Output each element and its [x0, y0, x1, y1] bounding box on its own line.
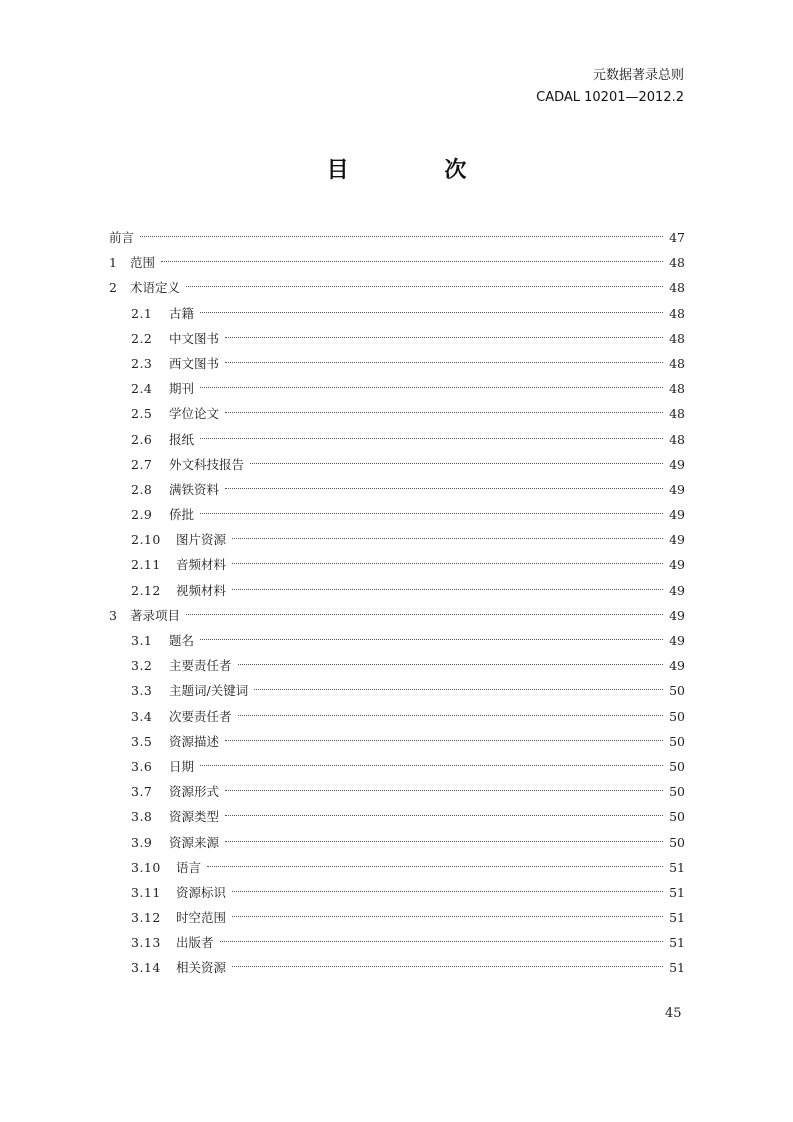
toc-entry[interactable]	[109, 678, 685, 703]
toc-entry-label: 图片资源	[176, 532, 227, 548]
toc-entry-label: 音频材料	[176, 557, 227, 573]
toc-dot-leader	[161, 261, 663, 262]
toc-entry-label: 著录项目	[130, 607, 181, 623]
toc-entry-label: 语言	[176, 859, 202, 875]
toc-dot-leader	[200, 765, 663, 766]
toc-entry-page: 47	[669, 230, 685, 245]
toc-entry[interactable]	[109, 351, 685, 376]
toc-entry-number: 3	[109, 607, 118, 623]
toc-entry[interactable]	[109, 452, 685, 477]
toc-entry-label: 满铁资料	[169, 481, 220, 497]
toc-entry[interactable]	[109, 905, 685, 930]
toc-entry-page: 48	[669, 431, 685, 447]
toc-entry-number: 2.8	[131, 481, 153, 497]
toc-entry-number: 2.1	[131, 305, 153, 321]
toc-dot-leader	[225, 362, 663, 363]
toc-entry-page: 50	[669, 784, 685, 800]
toc-entry-label: 范围	[130, 255, 156, 271]
toc-dot-leader	[225, 412, 663, 413]
toc-entry-page: 49	[669, 456, 685, 472]
toc-entry-label: 视频材料	[176, 582, 227, 598]
toc-entry-page: 48	[669, 355, 685, 371]
toc-entry-label: 相关资源	[176, 960, 227, 976]
toc-entry-label: 前言	[109, 230, 135, 245]
toc-entry-label: 主题词/关键词	[169, 683, 249, 699]
toc-dot-leader	[232, 538, 663, 539]
toc-entry-label: 资源类型	[169, 809, 220, 825]
toc-entry[interactable]	[109, 578, 685, 603]
toc-entry-number: 2.2	[131, 330, 153, 346]
document-header	[536, 65, 684, 109]
toc-entry[interactable]	[109, 804, 685, 829]
toc-entry-number: 3.13	[131, 935, 161, 951]
toc-entry-number: 3.5	[131, 733, 153, 749]
toc-entry[interactable]	[109, 301, 685, 326]
toc-entry-number: 2.9	[131, 507, 153, 523]
toc-dot-leader	[225, 815, 663, 816]
toc-entry-page: 49	[669, 658, 685, 674]
toc-entry-number: 2.7	[131, 456, 153, 472]
toc-entry-number: 3.3	[131, 683, 153, 699]
toc-entry-label: 主要责任者	[169, 658, 232, 674]
toc-entry-label: 学位论文	[169, 406, 220, 422]
toc-entry-page: 48	[669, 305, 685, 321]
toc-entry[interactable]	[109, 653, 685, 678]
toc-entry-label: 期刊	[169, 381, 195, 397]
toc-entry[interactable]	[109, 729, 685, 754]
toc-entry-page: 50	[669, 809, 685, 825]
toc-entry-page: 50	[669, 708, 685, 724]
toc-entry-page: 51	[669, 859, 685, 875]
toc-entry-page: 50	[669, 834, 685, 850]
toc-entry[interactable]	[109, 855, 685, 880]
toc-entry-page: 51	[669, 960, 685, 976]
toc-entry-label: 侨批	[169, 507, 195, 523]
toc-dot-leader	[238, 664, 663, 665]
toc-dot-leader	[232, 966, 663, 967]
toc-entry-number: 3.11	[131, 884, 161, 900]
toc-dot-leader	[225, 790, 663, 791]
toc-entry[interactable]	[109, 955, 685, 980]
toc-entry-number: 3.12	[131, 910, 161, 926]
toc-entry-number: 2.12	[131, 582, 161, 598]
document-title-line: 元数据著录总则	[592, 68, 684, 83]
toc-entry-number: 3.8	[131, 809, 153, 825]
toc-entry[interactable]	[109, 704, 685, 729]
toc-entry[interactable]	[109, 754, 685, 779]
toc-entry-page: 51	[669, 935, 685, 951]
toc-entry-number: 3.10	[131, 859, 161, 875]
toc-entry-number: 2.6	[131, 431, 153, 447]
toc-entry[interactable]	[109, 628, 685, 653]
toc-entry-label: 资源描述	[169, 733, 220, 749]
toc-dot-leader	[225, 337, 663, 338]
table-of-contents	[109, 225, 685, 981]
toc-entry-label: 次要责任者	[169, 708, 232, 724]
toc-entry-page: 49	[669, 507, 685, 523]
toc-entry-page: 49	[669, 532, 685, 548]
toc-entry-label: 术语定义	[130, 280, 181, 296]
toc-entry-number: 2	[109, 280, 118, 296]
toc-entry[interactable]	[109, 552, 685, 577]
toc-entry-number: 2.4	[131, 381, 153, 397]
toc-dot-leader	[200, 438, 663, 439]
toc-entry-label: 中文图书	[169, 330, 220, 346]
toc-entry-page: 48	[669, 330, 685, 346]
toc-entry-number: 3.9	[131, 834, 153, 850]
toc-dot-leader	[232, 563, 663, 564]
toc-entry-label: 资源标识	[176, 884, 227, 900]
toc-entry[interactable]	[109, 880, 685, 905]
toc-entry-page: 49	[669, 582, 685, 598]
toc-entry-page: 48	[669, 280, 685, 296]
toc-dot-leader	[186, 614, 663, 615]
toc-entry-label: 题名	[169, 633, 195, 648]
toc-dot-leader	[200, 639, 663, 640]
toc-entry-page: 48	[669, 255, 685, 271]
toc-entry-number: 3.4	[131, 708, 153, 724]
toc-entry-number: 3.14	[131, 960, 161, 976]
toc-dot-leader	[238, 715, 663, 716]
toc-entry-number: 2.11	[131, 557, 161, 573]
toc-entry[interactable]	[109, 250, 685, 275]
toc-entry-label: 报纸	[169, 431, 195, 447]
toc-entry-label: 时空范围	[176, 910, 227, 926]
toc-entry-number: 3.6	[131, 758, 153, 774]
toc-entry[interactable]	[109, 930, 685, 955]
toc-dot-leader	[225, 841, 663, 842]
toc-entry-label: 外文科技报告	[169, 456, 245, 472]
toc-dot-leader	[232, 891, 663, 892]
toc-entry-page: 50	[669, 758, 685, 774]
toc-dot-leader	[225, 740, 663, 741]
toc-dot-leader	[200, 312, 663, 313]
toc-entry-page: 51	[669, 884, 685, 900]
toc-entry[interactable]	[109, 502, 685, 527]
page-title: 目 次	[326, 158, 511, 183]
toc-entry-label: 出版者	[176, 935, 214, 951]
toc-entry-page: 49	[669, 481, 685, 497]
toc-entry-page: 49	[669, 633, 685, 648]
toc-entry-page: 51	[669, 910, 685, 926]
toc-entry[interactable]	[109, 376, 685, 401]
toc-entry-label: 资源形式	[169, 784, 220, 800]
toc-entry[interactable]	[109, 275, 685, 300]
toc-entry-number: 2.10	[131, 532, 161, 548]
document-code-line: CADAL 10201—2012.2	[536, 90, 684, 105]
toc-dot-leader	[225, 488, 663, 489]
toc-dot-leader	[220, 941, 663, 942]
toc-entry[interactable]	[109, 427, 685, 452]
toc-entry[interactable]	[109, 225, 685, 250]
toc-entry-label: 资源来源	[169, 834, 220, 850]
toc-dot-leader	[250, 463, 663, 464]
toc-dot-leader	[200, 387, 663, 388]
toc-entry-label: 西文图书	[169, 355, 220, 371]
toc-entry-page: 48	[669, 406, 685, 422]
toc-dot-leader	[232, 589, 663, 590]
toc-entry[interactable]	[109, 779, 685, 804]
toc-dot-leader	[186, 286, 663, 287]
toc-dot-leader	[207, 866, 663, 867]
toc-entry-page: 49	[669, 607, 685, 623]
page-number: 45	[665, 1006, 682, 1021]
toc-dot-leader	[254, 689, 663, 690]
toc-entry-number: 2.3	[131, 355, 153, 371]
toc-dot-leader	[200, 513, 663, 514]
toc-entry[interactable]	[109, 527, 685, 552]
toc-entry-number: 3.7	[131, 784, 153, 800]
toc-dot-leader	[232, 916, 663, 917]
toc-entry-number: 2.5	[131, 406, 153, 422]
toc-entry[interactable]	[109, 830, 685, 855]
toc-entry-number: 3.2	[131, 658, 153, 674]
toc-entry[interactable]	[109, 326, 685, 351]
toc-dot-leader	[140, 236, 663, 237]
toc-entry-page: 48	[669, 381, 685, 397]
toc-entry-page: 50	[669, 733, 685, 749]
toc-entry[interactable]	[109, 603, 685, 628]
toc-entry-page: 50	[669, 683, 685, 699]
toc-entry-page: 49	[669, 557, 685, 573]
toc-entry[interactable]	[109, 401, 685, 426]
toc-entry[interactable]	[109, 477, 685, 502]
toc-entry-label: 日期	[169, 758, 195, 774]
toc-entry-number: 1	[109, 255, 118, 271]
toc-entry-label: 古籍	[169, 305, 195, 321]
toc-entry-number: 3.1	[131, 633, 153, 648]
